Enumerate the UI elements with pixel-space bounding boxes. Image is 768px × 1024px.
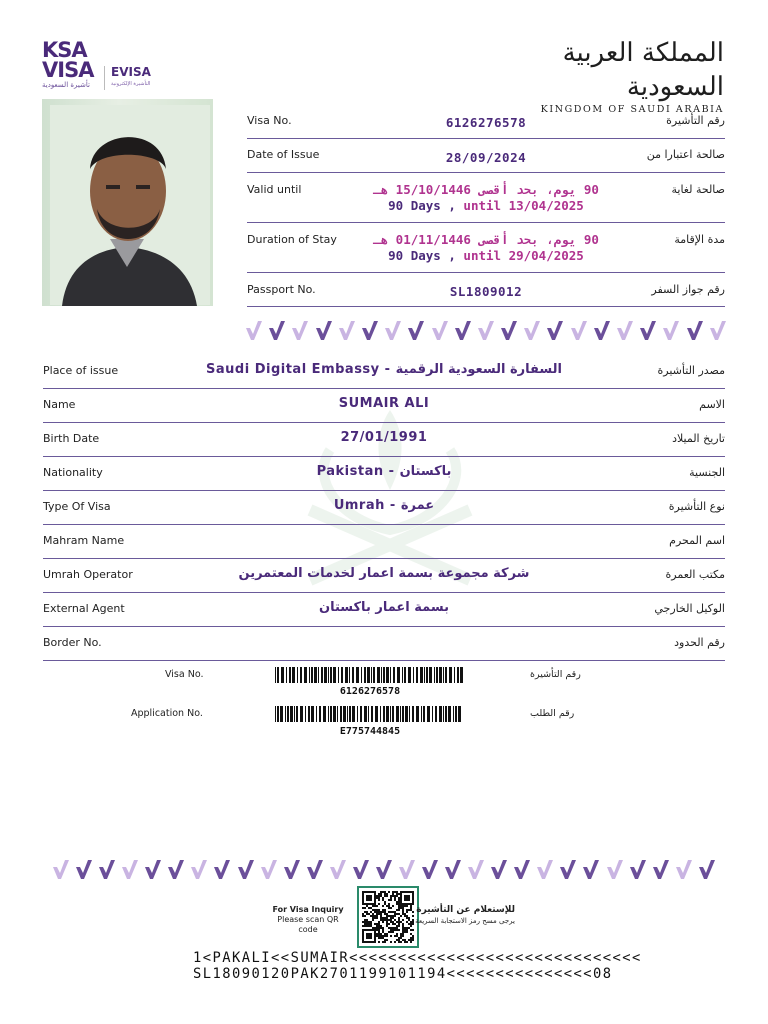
mahram-name-row <box>43 524 725 559</box>
check-mark-icon <box>52 859 70 881</box>
mrz-line-2: SL18090120PAK2701199101194<<<<<<<<<<<<<<<08 <box>193 966 613 982</box>
passport-no-label: Passport No. <box>247 283 316 296</box>
passport-no-value: SL1809012 <box>449 284 523 299</box>
ksa-logo-line1: KSA <box>42 38 87 62</box>
check-mark-icon <box>190 859 208 881</box>
check-mark-icon <box>283 859 301 881</box>
check-mark-icon <box>306 859 324 881</box>
barcode-visa-label-ar: رقم التأشيرة <box>530 669 581 680</box>
inquiry-subtitle-ar: يرجى مسح رمز الاستجابة السريعة <box>415 917 515 925</box>
place-of-issue-label: Place of issue <box>43 364 119 377</box>
check-mark-icon <box>338 320 356 342</box>
external-agent-label-ar: الوكيل الخارجي <box>654 602 725 615</box>
check-mark-icon <box>513 859 531 881</box>
birth-date-row <box>43 422 725 457</box>
valid-until-label-ar: صالحة لغاية <box>671 183 725 196</box>
check-mark-icon <box>606 859 624 881</box>
border-no-label-ar: رقم الحدود <box>674 636 725 649</box>
ksa-logo-line2: VISA <box>42 58 94 82</box>
valid-until-hijri: 90 يوم، بحد أقصى 15/10/1446 هـ <box>373 182 599 197</box>
inquiry-title: For Visa Inquiry <box>272 905 344 914</box>
kingdom-name-arabic: المملكة العربية السعودية <box>562 38 724 102</box>
evisa-logo <box>104 66 151 90</box>
visa-no-row <box>247 108 725 139</box>
name-value: SUMAIR ALI <box>338 396 430 411</box>
inquiry-subtitle: Please scan QR code <box>277 915 339 934</box>
kingdom-header <box>524 36 724 115</box>
type-of-visa-value: Umrah - عمرة <box>333 498 435 513</box>
check-mark-icon <box>245 320 263 342</box>
check-mark-icon <box>407 320 425 342</box>
check-mark-icon <box>500 320 518 342</box>
mahram-name-label: Mahram Name <box>43 534 125 547</box>
evisa-title: EVISA <box>111 65 151 79</box>
passport-no-row <box>247 272 725 307</box>
date-of-issue-row <box>247 138 725 173</box>
border-no-label: Border No. <box>43 636 102 649</box>
duration-of-stay-row <box>247 222 725 273</box>
qr-code[interactable] <box>357 886 419 948</box>
external-agent-label: External Agent <box>43 602 125 615</box>
application-barcode <box>275 706 465 722</box>
check-mark-icon <box>629 859 647 881</box>
duration-days: 90 Days , <box>388 248 464 263</box>
check-mark-icon <box>639 320 657 342</box>
visa-inquiry-ar <box>415 905 515 927</box>
check-mark-icon <box>477 320 495 342</box>
check-mark-icon <box>559 859 577 881</box>
barcode-app-label: Application No. <box>131 708 203 719</box>
check-mark-icon <box>616 320 634 342</box>
external-agent-value: بسمة اعمار باكستان <box>318 600 449 615</box>
check-mark-icon <box>662 320 680 342</box>
barcode-visa-number: 6126276578 <box>339 686 401 697</box>
check-mark-icon <box>467 859 485 881</box>
check-mark-icon <box>237 859 255 881</box>
valid-until-row <box>247 172 725 223</box>
type-of-visa-label: Type Of Visa <box>43 500 111 513</box>
nationality-value: Pakistan - باكستان <box>316 464 452 479</box>
check-mark-icon <box>698 859 716 881</box>
check-mark-icon <box>75 859 93 881</box>
passport-no-label-ar: رقم جواز السفر <box>651 283 725 296</box>
duration-value <box>247 232 725 264</box>
date-of-issue-label: Date of Issue <box>247 148 320 161</box>
check-mark-icon <box>444 859 462 881</box>
barcode-app-number: E775744845 <box>339 726 401 737</box>
umrah-operator-label-ar: مكتب العمرة <box>665 568 725 581</box>
type-of-visa-row <box>43 490 725 525</box>
mahram-name-label-ar: اسم المحرم <box>669 534 725 547</box>
check-mark-icon <box>375 859 393 881</box>
person-photo-icon <box>42 99 213 306</box>
ksa-logo-arabic: تأشيرة السعودية <box>42 81 90 89</box>
check-mark-icon <box>329 859 347 881</box>
check-band-top <box>245 320 727 346</box>
external-agent-row <box>43 592 725 627</box>
check-mark-icon <box>98 859 116 881</box>
nationality-label: Nationality <box>43 466 103 479</box>
visa-no-value: 6126276578 <box>445 115 527 130</box>
place-of-issue-row <box>43 354 725 389</box>
check-mark-icon <box>490 859 508 881</box>
check-mark-icon <box>431 320 449 342</box>
passport-photo <box>42 99 213 306</box>
check-mark-icon <box>593 320 611 342</box>
birth-date-value: 27/01/1991 <box>340 430 428 445</box>
visa-inquiry-en <box>268 905 348 935</box>
check-mark-icon <box>144 859 162 881</box>
barcode-app-label-ar: رقم الطلب <box>530 708 575 719</box>
visa-barcode <box>275 667 465 683</box>
type-of-visa-label-ar: نوع التأشيرة <box>668 500 725 513</box>
check-mark-icon <box>260 859 278 881</box>
valid-until-days: 90 Days , <box>388 198 464 213</box>
name-label: Name <box>43 398 76 411</box>
duration-date: until 29/04/2025 <box>463 248 584 263</box>
check-mark-icon <box>213 859 231 881</box>
check-mark-icon <box>582 859 600 881</box>
check-mark-icon <box>570 320 588 342</box>
check-mark-icon <box>121 859 139 881</box>
birth-date-label-ar: تاريخ الميلاد <box>672 432 725 445</box>
duration-label-ar: مدة الإقامة <box>674 233 725 246</box>
valid-until-date: until 13/04/2025 <box>463 198 584 213</box>
check-mark-icon <box>384 320 402 342</box>
check-mark-icon <box>652 859 670 881</box>
check-mark-icon <box>421 859 439 881</box>
name-row <box>43 388 725 423</box>
border-no-row <box>43 626 725 661</box>
qr-code-icon <box>362 891 414 943</box>
evisa-subtitle: التأشيرة الإلكترونية <box>111 81 151 87</box>
barcode-visa-label: Visa No. <box>165 669 204 680</box>
check-mark-icon <box>709 320 727 342</box>
valid-until-value <box>247 182 725 214</box>
check-mark-icon <box>523 320 541 342</box>
check-mark-icon <box>352 859 370 881</box>
check-band-bottom <box>52 859 716 883</box>
umrah-operator-value: شركة مجموعة بسمة اعمار لخدمات المعتمرين <box>238 566 530 581</box>
check-mark-icon <box>315 320 333 342</box>
check-mark-icon <box>686 320 704 342</box>
nationality-row <box>43 456 725 491</box>
duration-label: Duration of Stay <box>247 233 337 246</box>
nationality-label-ar: الجنسية <box>689 466 725 479</box>
date-of-issue-value: 28/09/2024 <box>445 150 527 165</box>
birth-date-label: Birth Date <box>43 432 100 445</box>
check-mark-icon <box>454 320 472 342</box>
place-of-issue-value: Saudi Digital Embassy - السفارة السعودية الرقمية <box>206 362 562 377</box>
visa-no-label: Visa No. <box>247 114 292 127</box>
check-mark-icon <box>675 859 693 881</box>
kingdom-name-english: KINGDOM OF SAUDI ARABIA <box>540 104 724 115</box>
umrah-operator-label: Umrah Operator <box>43 568 133 581</box>
date-of-issue-label-ar: صالحة اعتبارا من <box>646 148 725 161</box>
duration-hijri: 90 يوم، بحد أقصى 01/11/1446 هـ <box>373 232 599 247</box>
name-label-ar: الاسم <box>699 398 725 411</box>
visa-no-label-ar: رقم التأشيرة <box>666 114 725 127</box>
place-of-issue-label-ar: مصدر التأشيرة <box>657 364 725 377</box>
check-mark-icon <box>167 859 185 881</box>
umrah-operator-row <box>43 558 725 593</box>
valid-until-label: Valid until <box>247 183 302 196</box>
inquiry-title-ar: للإستعلام عن التأشيرة <box>416 905 515 915</box>
check-mark-icon <box>536 859 554 881</box>
mrz-line-1: 1<PAKALI<<SUMAIR<<<<<<<<<<<<<<<<<<<<<<<<<<<<<< <box>193 950 642 966</box>
check-mark-icon <box>398 859 416 881</box>
check-mark-icon <box>268 320 286 342</box>
check-mark-icon <box>291 320 309 342</box>
check-mark-icon <box>546 320 564 342</box>
check-mark-icon <box>361 320 379 342</box>
